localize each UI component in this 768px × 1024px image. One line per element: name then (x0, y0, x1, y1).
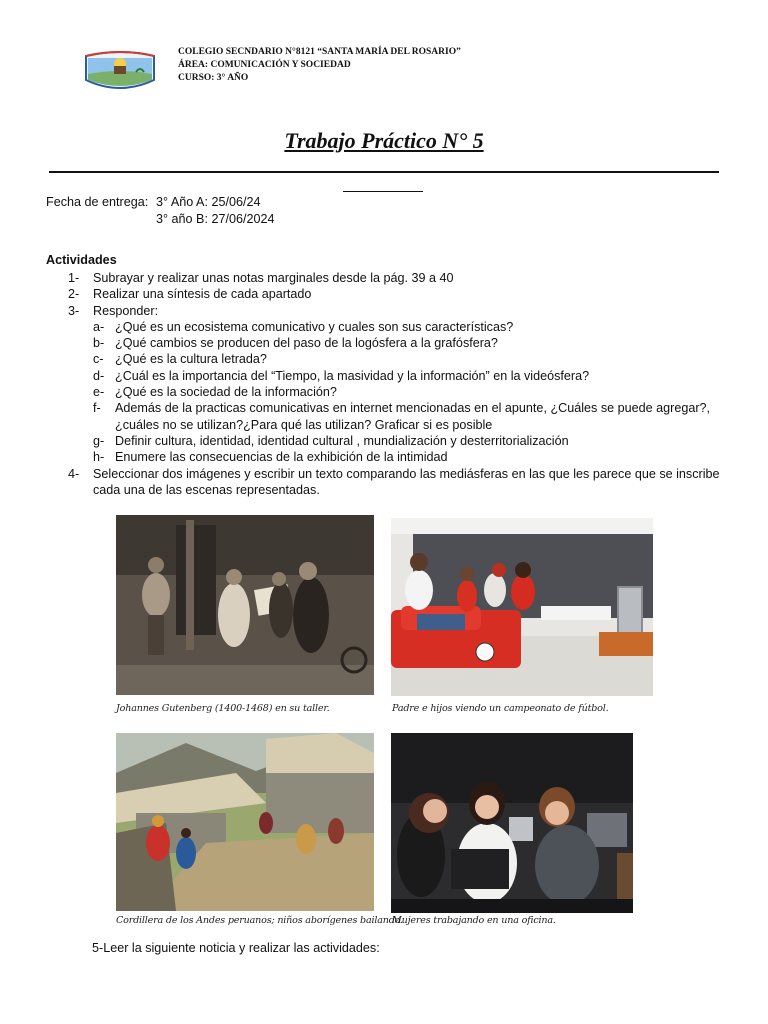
activity-text: Responder: (93, 303, 159, 318)
school-area: ÁREA: COMUNICACIÓN Y SOCIEDAD (178, 60, 351, 70)
activities-list (46, 270, 726, 498)
question-item (93, 384, 726, 400)
school-info (178, 46, 461, 85)
delivery-date-a: 3° Año A: 25/06/24 (156, 195, 261, 209)
page-title: Trabajo Práctico N° 5 (284, 128, 484, 153)
office-caption: Mujeres trabajando en una oficina. (392, 915, 556, 926)
question-item (93, 449, 726, 465)
activity-item (46, 303, 726, 319)
question-text: ¿Qué es la cultura letrada? (115, 352, 267, 367)
question-letter: b- (93, 336, 105, 351)
question-letter: d- (93, 368, 105, 383)
question-item (93, 319, 726, 335)
family-football-photo (391, 518, 653, 696)
question-item (93, 400, 726, 433)
question-letter: a- (93, 319, 105, 334)
question-text: ¿Cuál es la importancia del “Tiempo, la masividad y la información” en la videósfera? (115, 368, 590, 383)
activity-text: Realizar una síntesis de cada apartado (93, 287, 312, 302)
office-women-photo (391, 733, 633, 913)
activity-number: 3- (68, 303, 80, 318)
question-text: Definir cultura, identidad, identidad cultural , mundialización y desterritorialización (115, 433, 569, 448)
question-text: Además de la practicas comunicativas en internet mencionadas en el apunte, ¿Cuáles se puede agregar?, ¿cuáles no se utilizan?¿Para qué las utilizan? Graficar si es posible (115, 401, 711, 432)
question-letter: h- (93, 450, 105, 465)
question-item (93, 335, 726, 351)
activity-item (46, 270, 726, 286)
activity-text: Subrayar y realizar unas notas marginales desde la pág. 39 a 40 (93, 271, 454, 285)
school-name: COLEGIO SECNDARIO N°8121 “SANTA MARÍA DEL ROSARIO” (178, 47, 461, 57)
question-text: ¿Qué es la sociedad de la información? (115, 385, 337, 400)
question-letter: f- (93, 401, 101, 416)
question-text: Enumere las consecuencias de la exhibición de la intimidad (115, 450, 448, 465)
question-text: ¿Qué es un ecosistema comunicativo y cuales son sus características? (115, 319, 514, 334)
gutenberg-workshop-photo (116, 515, 374, 695)
question-item (93, 351, 726, 367)
school-course: CURSO: 3° AÑO (178, 73, 249, 83)
andes-caption: Cordillera de los Andes peruanos; niños aborígenes bailando. (116, 915, 403, 926)
question-5: 5-Leer la siguiente noticia y realizar las actividades: (92, 941, 380, 955)
activity-text: Seleccionar dos imágenes y escribir un texto comparando las mediásferas en las que les parece que se inscribe cada una de las escenas representadas. (93, 466, 720, 497)
question-text: ¿Qué cambios se producen del paso de la logósfera a la grafósfera? (115, 336, 498, 351)
question-letter: e- (93, 385, 105, 400)
activity-number: 1- (68, 271, 80, 285)
question-item (93, 368, 726, 384)
activity-item (46, 286, 726, 302)
delivery-label: Fecha de entrega: (46, 195, 149, 209)
question-letter: g- (93, 433, 105, 448)
activity-item (46, 466, 726, 499)
delivery-dates (46, 194, 274, 227)
activity-number: 2- (68, 287, 80, 302)
activities-heading: Actividades (46, 253, 117, 267)
question-item (93, 433, 726, 449)
football-caption: Padre e hijos viendo un campeonato de fútbol. (392, 703, 609, 714)
school-crest-logo (84, 50, 156, 94)
activity-number: 4- (68, 466, 80, 481)
question-letter: c- (93, 352, 104, 367)
short-divider (343, 191, 423, 192)
title-divider (49, 171, 719, 173)
gutenberg-caption: Johannes Gutenberg (1400-1468) en su taller. (116, 703, 330, 714)
andes-children-photo (116, 733, 374, 911)
delivery-date-b: 3° año B: 27/06/2024 (156, 211, 275, 226)
